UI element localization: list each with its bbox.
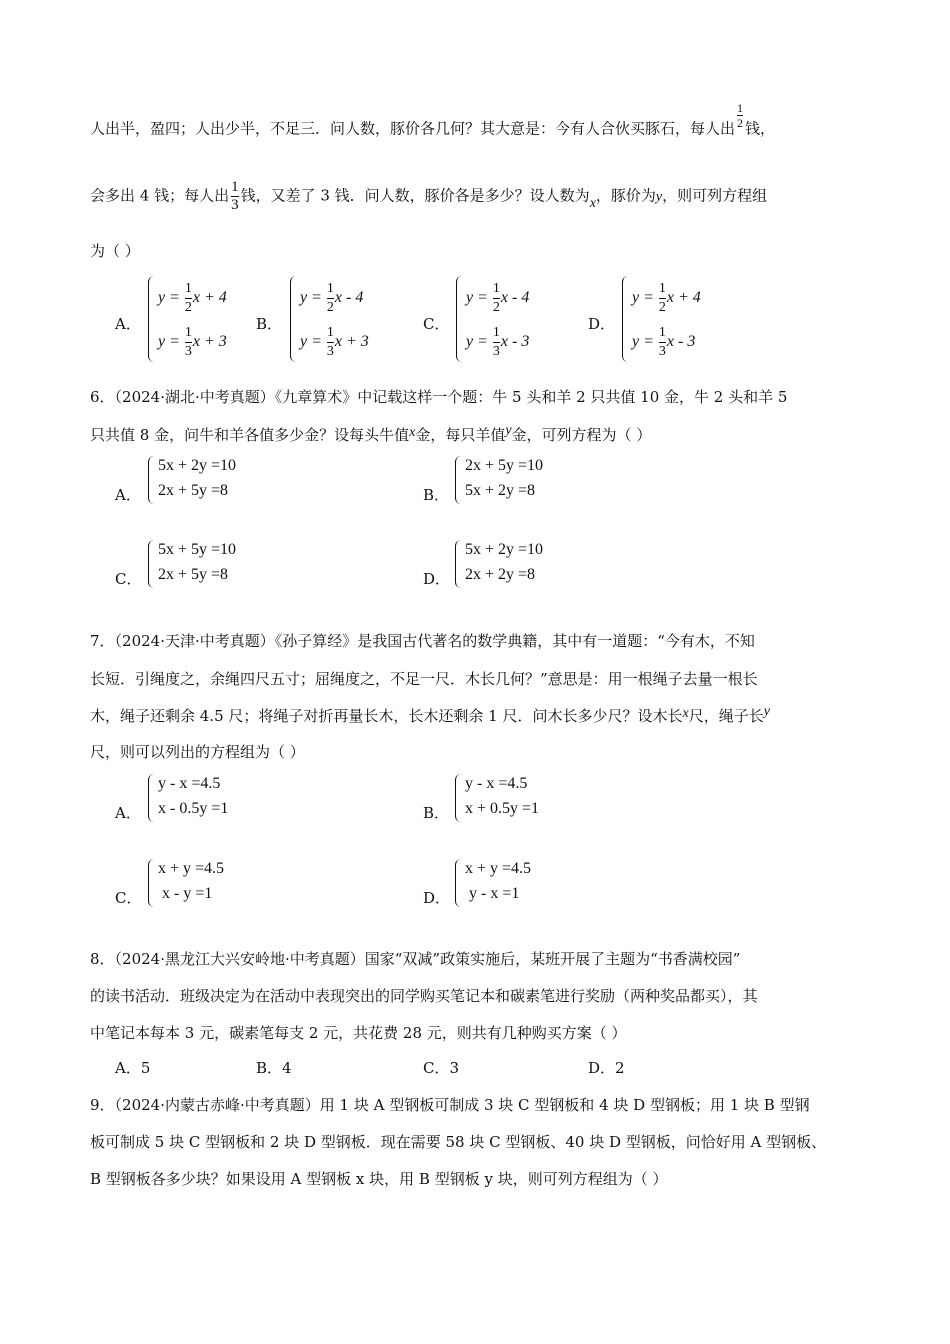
fraction: $\frac{1}{2}$: [492, 281, 500, 315]
equation-1: y - x =4.5: [465, 775, 528, 792]
eq-rhs: x + 3: [192, 333, 227, 351]
q7-line-3: [90, 705, 770, 726]
equation-1: x + y =4.5: [465, 860, 532, 877]
var-x: x: [589, 195, 596, 211]
q9-text-1: 9．（2024·内蒙古赤峰·中考真题）用 1 块 A 型钢板可制成 3 块 C 型钢板和 4 块 D 型钢板；用 1 块 B 型钢: [90, 1096, 810, 1114]
q6-option-d-label[interactable]: D．: [423, 570, 451, 588]
q9-line-2: [90, 1131, 826, 1152]
q6-text-2b: 金，每只羊值: [415, 426, 506, 444]
q8-option-d[interactable]: D．2: [588, 1059, 625, 1077]
var-x: x: [409, 425, 416, 440]
q5-option-d-system[interactable]: y = $\frac{1}{2}$ x + 4 y = $\frac{1}{3}$ x - 3: [622, 276, 722, 362]
eq-lhs: y =: [158, 333, 184, 351]
equation-1: 5x + 5y =10: [158, 541, 237, 558]
q6-text-2c: 金，可列方程为（ ）: [511, 426, 652, 444]
q7-option-b-system[interactable]: [455, 774, 565, 824]
q5-option-c-system[interactable]: y = $\frac{1}{2}$ x - 4 y = $\frac{1}{3}$ x - 3: [456, 276, 556, 362]
eq-rhs: x + 4: [192, 289, 227, 307]
equation-2: 5x + 2y =8: [465, 482, 536, 499]
q9-line-3: [90, 1168, 668, 1189]
var-y: y: [655, 189, 663, 205]
q8-line-1: [90, 948, 740, 969]
frac-denominator: 2: [737, 116, 744, 130]
q5-text-2c: ，豚价为: [595, 186, 656, 205]
q9-line-1: [90, 1094, 810, 1115]
fraction: $\frac{1}{2}$: [184, 281, 192, 315]
q6-option-a-label[interactable]: A．: [115, 486, 141, 504]
q6-option-b-label[interactable]: B．: [423, 486, 450, 504]
q5-text-2a: 会多出 4 钱；每人出: [90, 186, 230, 205]
q6-option-c-system[interactable]: [148, 540, 258, 590]
fraction: $\frac{1}{3}$: [492, 325, 500, 359]
var-x: x: [682, 706, 689, 721]
q7-line-2: [90, 668, 758, 689]
fraction: $\frac{1}{2}$: [326, 281, 334, 315]
q5-option-b-label[interactable]: B．: [256, 315, 283, 333]
frac-numerator: 1: [737, 101, 744, 115]
q8-text-2: 的读书活动．班级决定为在活动中表现突出的同学购买笔记本和碳素笔进行奖励（两种奖品都买），其: [90, 987, 758, 1005]
var-y: y: [763, 704, 770, 719]
q8-option-b[interactable]: B．4: [256, 1059, 292, 1077]
q8-text-3: 中笔记本每本 3 元，碳素笔每支 2 元，共花费 28 元，则共有几种购买方案（ ）: [90, 1024, 627, 1042]
q8-option-a[interactable]: A．5: [115, 1059, 151, 1077]
q7-line-1: [90, 630, 755, 651]
q5-option-a-system[interactable]: [148, 276, 248, 362]
q7-option-a-system[interactable]: [148, 774, 258, 824]
fraction: $\frac{1}{3}$: [658, 325, 666, 359]
q6-line-1: [90, 386, 787, 407]
q5-option-b-system[interactable]: y = $\frac{1}{2}$ x - 4 y = $\frac{1}{3}$ x + 3: [290, 276, 390, 362]
q5-line-3: [90, 240, 140, 261]
eq-lhs: y =: [158, 289, 184, 307]
q7-option-c-system[interactable]: [148, 859, 258, 909]
equation-2: x - y =1: [162, 885, 213, 902]
equation-1: 2x + 5y =10: [465, 457, 544, 474]
q7-option-a-label[interactable]: A．: [115, 804, 141, 822]
q9-text-3: B 型钢板各多少块？如果设用 A 型钢板 x 块，用 B 型钢板 y 块，则可列方程组为（ ）: [90, 1170, 668, 1188]
q7-text-3a: 木，绳子还剩余 4.5 尺；将绳子对折再量长木，长木还剩余 1 尺．问木长多少尺？设木长: [90, 707, 683, 725]
var-y: y: [505, 423, 512, 438]
fraction-third: [231, 180, 239, 213]
q6-option-a-system[interactable]: [148, 456, 258, 506]
q7-option-b-label[interactable]: B．: [423, 804, 450, 822]
q5-text-1: 人出半，盈四；人出少半，不足三．问人数，豚价各几何？其大意是：今有人合伙买豚石，每人出: [90, 119, 736, 138]
q9-text-2: 板可制成 5 块 C 型钢板和 2 块 D 型钢板．现在需要 58 块 C 型钢板、40 块 D 型钢板，问恰好用 A 型钢板、: [90, 1133, 827, 1151]
q7-option-d-label[interactable]: D．: [423, 889, 451, 907]
fraction: $\frac{1}{3}$: [184, 325, 192, 359]
q8-text-1: 8．（2024·黑龙江大兴安岭地·中考真题）国家“双减”政策实施后，某班开展了主题为“书香满校园”: [90, 950, 741, 968]
equation-2: 2x + 2y =8: [465, 566, 536, 583]
q6-option-b-system[interactable]: [455, 456, 565, 506]
q7-line-4: [90, 741, 305, 762]
q6-option-c-label[interactable]: C．: [115, 570, 142, 588]
q5-line-2: [90, 180, 767, 213]
q5-text-2d: ，则可列方程组: [662, 186, 768, 205]
q6-line-2: [90, 424, 651, 445]
q7-text-1: 7．（2024·天津·中考真题）《孙子算经》是我国古代著名的数学典籍，其中有一道题：“今有木，不知: [90, 632, 755, 650]
q8-option-c[interactable]: C．3: [423, 1059, 460, 1077]
frac-denominator: 3: [231, 197, 239, 213]
equation-2: x + 0.5y =1: [465, 800, 540, 817]
fraction: $\frac{1}{3}$: [326, 325, 334, 359]
q6-option-d-system[interactable]: [455, 540, 565, 590]
equation-2: 2x + 5y =8: [158, 566, 229, 583]
q5-text-3: 为（ ）: [90, 242, 140, 260]
fraction-half: [737, 102, 743, 129]
frac-numerator: 1: [231, 179, 239, 195]
q5-option-a-label[interactable]: A．: [115, 315, 141, 333]
q5-text-1-end: 钱，: [745, 119, 776, 138]
q7-text-4: 尺，则可以列出的方程组为（ ）: [90, 743, 305, 761]
q8-line-2: [90, 985, 758, 1006]
equation-2: x - 0.5y =1: [158, 800, 229, 817]
equation-1: x + y =4.5: [158, 860, 225, 877]
q8-line-3: [90, 1022, 627, 1043]
q5-option-c-label[interactable]: C．: [423, 315, 450, 333]
q6-text-1: 6．（2024·湖北·中考真题）《九章算术》中记载这样一个题：牛 5 头和羊 2 只共值 10 金，牛 2 头和羊 5: [90, 388, 788, 406]
equation-1: 5x + 2y =10: [465, 541, 544, 558]
equation-2: y - x =1: [469, 885, 520, 902]
q7-text-3b: 尺，绳子长: [688, 707, 764, 725]
fraction: $\frac{1}{2}$: [658, 281, 666, 315]
equation-1: y - x =4.5: [158, 775, 221, 792]
q7-option-c-label[interactable]: C．: [115, 889, 142, 907]
q7-option-d-system[interactable]: [455, 859, 565, 909]
q5-line-1: [90, 101, 776, 143]
equation-1: 5x + 2y =10: [158, 457, 237, 474]
q7-text-2: 长短．引绳度之，余绳四尺五寸；屈绳度之，不足一尺．木长几何？”意思是：用一根绳子去量一根长: [90, 670, 758, 688]
equation-2: 2x + 5y =8: [158, 482, 229, 499]
q5-option-d-label[interactable]: D．: [588, 315, 616, 333]
q5-text-2b: 钱，又差了 3 钱．问人数，豚价各是多少？设人数为: [240, 186, 590, 205]
q6-text-2a: 只共值 8 金，问牛和羊各值多少金？设每头牛值: [90, 426, 410, 444]
